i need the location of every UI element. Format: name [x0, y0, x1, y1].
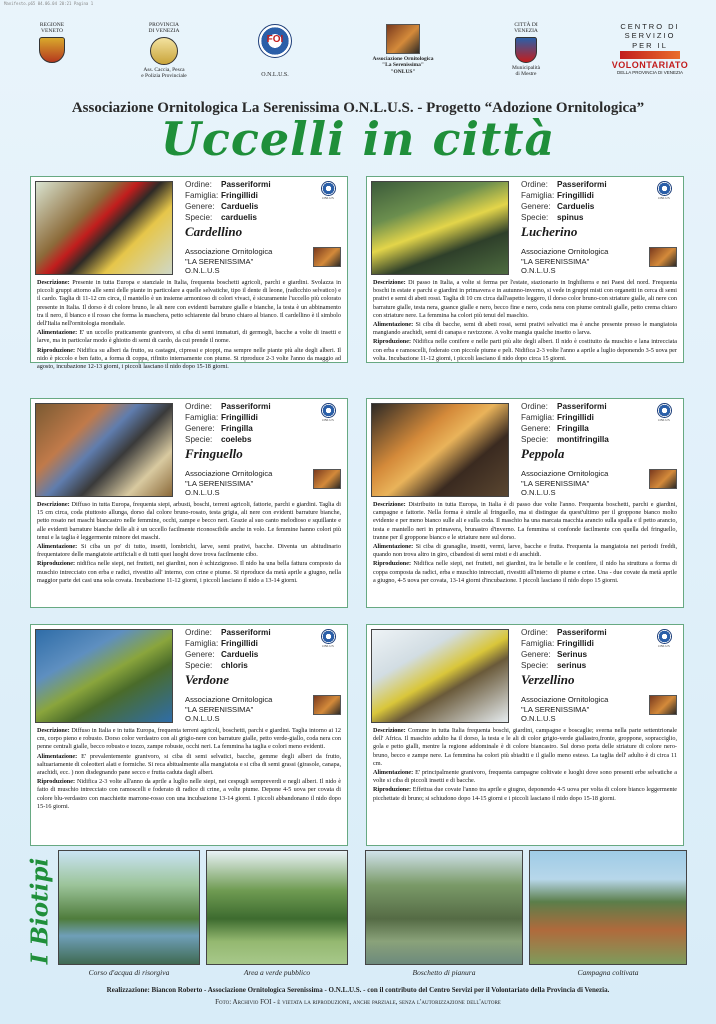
biotipi-label — [24, 856, 56, 966]
bird-card-peppola — [366, 398, 684, 608]
foi-text: FOI — [266, 34, 284, 45]
tax-specie — [185, 212, 345, 223]
alimentazione-text: Si ciba un po' di tutto, insetti, lombrichi, larve, semi prativi, bacche. Diventa un abitudinario frequentatore delle mangiatoie artificiali e di tutti quei luoghi dove trova facilmente cibo. — [37, 543, 341, 559]
common-name: Verdone — [185, 672, 230, 687]
label-famiglia: Famiglia: — [521, 191, 555, 200]
tax-specie — [521, 212, 681, 223]
foi-mini-label: ONLUS — [658, 196, 670, 200]
value-ordine: Passeriformi — [221, 402, 271, 411]
tax-specie — [521, 660, 681, 671]
value-ordine: Passeriformi — [221, 628, 271, 637]
biotope-photo-farmland — [529, 850, 687, 965]
assoc-line-3: O.N.L.U.S — [521, 488, 556, 498]
foi-mini-icon — [655, 403, 673, 427]
riproduzione-text: Nidifica nelle conifere e nelle parti più alte degli alberi. Il nido è costituito da muschio e lana intrecciata con erba e ramoscelli, foderato con piccole piume e peli. Nidifica 2-3 volte l'anno a aprile a luglio deponendo 3-5 uova per volta. Incubazione 11-12 giorni, i piccoli lasciano il nido dopo circa 15 giorni. — [373, 338, 678, 362]
biotope-photo-park — [206, 850, 348, 965]
description-block — [37, 727, 341, 812]
bird-card-fringuello — [30, 398, 348, 608]
value-specie: spinus — [557, 213, 584, 222]
centro-line-1: CENTRO DI — [620, 22, 680, 31]
alimentazione-label: Alimentazione: — [373, 321, 414, 329]
common-name: Fringuello — [185, 446, 243, 461]
riproduzione-label: Riproduzione: — [37, 778, 76, 786]
label-famiglia: Famiglia: — [185, 639, 219, 648]
description-block — [373, 279, 677, 364]
serenissima-mini-icon — [649, 247, 677, 267]
project-title: Associazione Ornitologica La Serenissima O.N.L.U.S. - Progetto “Adozione Ornitologica” — [71, 100, 645, 116]
label-specie: Specie: — [185, 213, 213, 222]
riproduzione-text: Nidifica 2-3 volte all'anno da aprile a luglio nelle siepi, nei cespugli sempreverdi e negli alberi. Il nido è fatto di muschio intrecciato con ramoscelli e foderato di radice di crine, a volte piume. Depone 4-5 uova per covata di colore blu-verdastro con macchiette marrone-rosso con una incubazione 13-14 giorni. I piccoli abbandonano il nido dopo 15-16 giorni. — [37, 778, 342, 810]
sponsor-logos — [30, 22, 690, 100]
descrizione-label: Descrizione: — [373, 727, 406, 734]
value-ordine: Passeriformi — [221, 180, 271, 189]
volontariato-hands-icon — [620, 51, 680, 59]
bird-photo — [35, 181, 173, 275]
descrizione-paragraph — [37, 501, 341, 542]
biotope-caption-river: Corso d'acqua di risorgiva — [88, 968, 170, 977]
foi-mini-icon — [655, 629, 673, 653]
alimentazione-label: Alimentazione: — [37, 543, 78, 551]
value-famiglia: Fringillidi — [557, 639, 594, 648]
assoc-line-3: O.N.L.U.S — [185, 488, 220, 498]
assoc-line-1: Associazione Ornitologica — [185, 695, 273, 704]
bird-photo — [371, 403, 509, 497]
assoc-label — [521, 695, 608, 724]
descrizione-label: Descrizione: — [373, 279, 406, 286]
alimentazione-text: E' un uccello praticamente granivoro, si ciba di semi immaturi, di germogli, bacche a volte di insetti e larve, ma in particolar modo è ghiotto di semi di cardo, da cui prende il nome. — [37, 329, 341, 345]
provincia-label-2: DI VENEZIA — [148, 28, 180, 35]
biotope-caption-park: Area a verde pubblico — [243, 968, 311, 977]
assoc-line-2: "LA SERENISSIMA" — [185, 478, 254, 488]
label-genere: Genere: — [521, 650, 551, 659]
riproduzione-paragraph — [37, 560, 341, 585]
assoc-label — [185, 247, 272, 276]
foi-mini-label: ONLUS — [658, 644, 670, 648]
foi-onlus-label: O.N.L.U.S. — [261, 72, 289, 78]
label-famiglia: Famiglia: — [521, 639, 555, 648]
label-ordine: Ordine: — [521, 402, 548, 411]
riproduzione-label: Riproduzione: — [37, 346, 76, 354]
regione-label-1: REGIONE — [39, 22, 65, 28]
assoc-line-2: "LA SERENISSIMA" — [185, 256, 254, 266]
municipalita-label-1: Municipalità — [511, 64, 541, 71]
assoc-line-2: "LA SERENISSIMA" — [521, 704, 590, 714]
alimentazione-text: Si ciba di granaglie, insetti, vermi, larve, bacche e frutta. Frequenta la mangiatoia nei periodi freddi, quando non trova altro in giro, cibandosi di semi misti e di arachidi. — [373, 543, 677, 559]
riproduzione-text: Effettua due covate l'anno tra aprile e giugno, deponendo 4-5 uova per volta di colore bianco leggermente picchettate di bruno; si schiudono dopo 14-15 giorni e i piccoli lasciano il nido dopo 15-18 giorni. — [373, 786, 678, 802]
credits-line-2: Foto: Archivio FOI - è vietata la riproduzione, anche parziale, senza l'autorizzazione dell'autore — [215, 998, 501, 1006]
label-famiglia: Famiglia: — [185, 413, 219, 422]
print-mark: Manifesto.p65 04.06.04 20:21 Pagina 1 — [4, 1, 94, 6]
credits-line-1 — [0, 986, 716, 994]
description-block — [373, 501, 677, 586]
assoc-label — [521, 469, 608, 498]
label-famiglia: Famiglia: — [185, 191, 219, 200]
foi-badge-icon — [258, 24, 292, 58]
bird-photo — [371, 181, 509, 275]
foi-mini-disc — [321, 181, 336, 196]
alimentazione-label: Alimentazione: — [37, 329, 78, 337]
foi-mini-disc — [321, 403, 336, 418]
serenissima-mini-icon — [649, 695, 677, 715]
alimentazione-label: Alimentazione: — [373, 769, 414, 777]
bird-card-lucherino — [366, 176, 684, 363]
provincia-sub-2: e Polizia Provinciale — [141, 72, 187, 79]
label-specie: Specie: — [185, 661, 213, 670]
foi-mini-disc — [657, 403, 672, 418]
value-genere: Fringilla — [557, 424, 589, 433]
assoc-line-2: "LA SERENISSIMA" — [185, 704, 254, 714]
descrizione-paragraph — [373, 279, 677, 320]
label-genere: Genere: — [185, 202, 215, 211]
provincia-crest-icon — [150, 37, 178, 65]
label-genere: Genere: — [185, 424, 215, 433]
biotope-caption-farmland: Campagna coltivata — [577, 968, 639, 977]
value-genere: Serinus — [557, 650, 588, 659]
serenissima-mini-icon — [649, 469, 677, 489]
municipalita-label-2: di Mestre — [515, 70, 537, 77]
label-ordine: Ordine: — [185, 628, 212, 637]
centro-line-3: PER IL — [632, 40, 668, 50]
alimentazione-paragraph — [373, 769, 677, 785]
descrizione-text: Distribuito in tutta Europa, in Italia è di passo due volte l'anno. Frequenta boschetti, parchi e giardini, campagne e fattorie. Nella forma è simile al fringuello, ma si distingue da quest'ultimo per il groppone bianco molto evidente e per meno bianco sulle ali e sulla coda. Il maschio ha una marcata macchia arancio sulla spalla e il petto arancio, testa e mantello neri in primavera, brunastro d'inverno. La femmina si confonde facilmente con quella del fringuello, tranne per il groppone bianco e le striature nere sul dorso. — [373, 501, 677, 541]
assoc-label — [521, 247, 608, 276]
riproduzione-paragraph — [37, 778, 341, 811]
descrizione-text: Diffuso in Italia e in tutta Europa, frequenta terreni agricoli, boschetti, parchi e giardini. Taglia intorno ai 12 cm, corpo pieno e robusto. Dorso color verdastro con ali grigio-nere con barrature gialle, petto verde-giallo, coda nera con penne centrali gialle, becco robusto e tozzo, zampe robuste, occhi neri. La femmina ha taglia e colori meno evidenti. — [37, 727, 341, 751]
assoc-line-1: Associazione Ornitologica — [185, 247, 273, 256]
label-ordine: Ordine: — [185, 402, 212, 411]
description-block — [373, 727, 677, 804]
alimentazione-text: E' prevalentemente granivoro, si ciba di semi selvatici, bacche, gemme degli alberi da frutto, saltuariamente di coleotteri alati e formiche. Si reca abitualmente alla mangiatoia e si ciba di semi grassi (girasole, canapa, arachidi, ecc. ) non disdegnando pane secco e frutta caduta dagli alberi. — [37, 752, 342, 777]
alimentazione-label: Alimentazione: — [37, 752, 78, 760]
common-name: Cardellino — [185, 224, 243, 239]
alimentazione-paragraph — [373, 321, 677, 337]
descrizione-label: Descrizione: — [37, 279, 70, 286]
label-genere: Genere: — [521, 424, 551, 433]
descrizione-paragraph — [373, 727, 677, 768]
foi-mini-icon — [319, 629, 337, 653]
riproduzione-text: Nidifica su alberi da frutto, su castagni, cipressi e pioppi, ma sempre nelle piante più alte degli alberi. Il nido è piccolo e ben fatto, a forma di coppa, rifinito internamente con piume. Si riproduce 2-3 volte l'anno da maggio ad agosto, incubazione 12-13 giorni, i piccoli lasciano il nido dopo 15-18 giorni. — [37, 346, 342, 371]
label-specie: Specie: — [521, 213, 549, 222]
description-block — [37, 279, 341, 372]
citta-label-1: CITTÀ DI — [514, 22, 538, 28]
serenissima-emblem-icon — [386, 24, 420, 54]
alimentazione-paragraph — [37, 543, 341, 559]
foi-mini-label: ONLUS — [658, 418, 670, 422]
riproduzione-text: Nidifica nelle siepi, nei frutteti, nei giardini, tra le betulle e le conifere, il nido ha struttura a forma di coppa composta da radici, erba e muschio intrecciati, rivestiti all'interno di piume e crine. Una - due covate da metà aprile a giugno, 4-5 uova per covata, 13-14 giorni d'incubazione. I piccoli lasciano il nido dopo 15 giorni. — [373, 560, 677, 584]
label-genere: Genere: — [185, 650, 215, 659]
value-genere: Fringilla — [221, 424, 253, 433]
provincia-label-1: PROVINCIA — [149, 22, 179, 28]
serenissima-line-3: "ONLUS" — [390, 68, 416, 75]
serenissima-mini-icon — [313, 247, 341, 267]
value-specie: serinus — [557, 661, 587, 670]
label-genere: Genere: — [521, 202, 551, 211]
main-title: Uccelli in città — [160, 112, 556, 166]
common-name: Verzellino — [521, 672, 575, 687]
foi-mini-icon — [655, 181, 673, 205]
alimentazione-text: E' principalmente granivoro, frequenta campagne coltivate e luoghi dove sono presenti erbe selvatiche a volte si ciba di piccoli insetti e di bacche. — [373, 769, 678, 785]
logo-foi — [252, 22, 298, 79]
label-ordine: Ordine: — [521, 628, 548, 637]
bird-photo — [371, 629, 509, 723]
descrizione-text: Diffuso in tutta Europa, frequenta siepi, arbusti, boschi, terreni agricoli, fattorie, parchi e giardini. Taglia di 15 cm circa, coda piuttosto allunga, dorso dal colore bruno-rosato, testa grigia, ali nere con evidenti barrature bianche, petto rosato nei maschi biancastro nelle femmine, occhi, zampe e becco neri. Grazie al suo canto melodioso e squillante e alle evidenti barrature bianche delle ali è un uccello facilmente riconoscibile anche in volo. Le femmine hanno colori più tenui e la taglia è leggermente minore dei maschi. — [37, 501, 342, 541]
assoc-line-1: Associazione Ornitologica — [521, 247, 609, 256]
label-specie: Specie: — [521, 435, 549, 444]
value-ordine: Passeriformi — [557, 180, 607, 189]
alimentazione-text: Si ciba di bacche, semi di abeti rossi, semi prativi selvatici ma è anche presente presso le mangiatoia mangiando arachidi, semi di canapa e ravizzone. A volte mangia qualche insetto o larva. — [373, 321, 678, 337]
descrizione-text: Di passo in Italia, a volte si ferma per l'estate, stazionario in Inghilterra e nei Paesi del nord. Frequenta boschi in estate e parchi e giardini in primavera e in autunno-inverno, si vede in gruppi misti con organetti in cerca di semi prativi e semi di abeti rossi. Taglia di 10 cm circa dall'aspetto leggero, il dorso color bruno-con striature gialle, ali nere con barrature gialle, testa nera, guance gialle e nero, becco fine e nero, coda nera con piume centrali gialle, petto crema chiaro con striature nere. La femmina ha colori più tenui del maschio. — [373, 279, 678, 319]
tax-specie — [521, 434, 681, 445]
riproduzione-label: Riproduzione: — [373, 786, 412, 794]
centro-sub-label: DELLA PROVINCIA DI VENEZIA — [616, 70, 684, 76]
logo-citta-venezia — [504, 22, 548, 77]
bird-photo — [35, 629, 173, 723]
venezia-crest-icon — [515, 37, 537, 63]
logo-regione-veneto — [30, 22, 74, 65]
foi-mini-label: ONLUS — [322, 644, 334, 648]
descrizione-paragraph — [37, 727, 341, 752]
value-famiglia: Fringillidi — [221, 639, 258, 648]
serenissima-line-1: Associazione Ornitologica — [372, 56, 434, 62]
value-specie: carduelis — [221, 213, 257, 222]
biotope-photo-river — [58, 850, 200, 965]
assoc-line-1: Associazione Ornitologica — [521, 469, 609, 478]
foi-mini-icon — [319, 403, 337, 427]
common-name: Lucherino — [521, 224, 578, 239]
centro-line-2: SERVIZIO — [624, 31, 676, 41]
value-genere: Carduelis — [221, 650, 259, 659]
logo-centro-servizio — [610, 22, 690, 76]
label-ordine: Ordine: — [185, 180, 212, 189]
value-famiglia: Fringillidi — [221, 413, 258, 422]
citta-label-2: VENEZIA — [514, 28, 538, 35]
riproduzione-text: nidifica nelle siepi, nei frutteti, nei giardini, non è schizzignoso. Il nido ha una bella fattura composto da muschio intrecciato con erba e radici, rivestito all' interno, con crine e piume. Si riproduce da metà aprile a giugno, nella maggior parte dei casi una sola covata. Incubazione 11-12 giorni, i piccoli lasciano il nido a 13-14 giorni. — [37, 560, 342, 584]
riproduzione-paragraph — [373, 338, 677, 363]
alimentazione-paragraph — [37, 753, 341, 778]
descrizione-paragraph — [373, 501, 677, 542]
biotope-photo-woodland — [365, 850, 523, 965]
descrizione-label: Descrizione: — [37, 727, 70, 734]
descrizione-text: Comune in tutta Italia frequenta boschi, giardini, campagne e boscaglie; sverna nella parte settentrionale dell' Africa. Il maschio adulto ha il dorso, la testa e le ali di color grigio-verde giallastro,fronte, groppone, sopracciglio, gola e petto gialli, mentre la regione addominale è di colore biancastro. Sul dorso porta delle striature di colore nero-bruno, becco e zampe nere. La femmina ha colori più sbiaditi e il giallo meno esteso. La taglia dell' adulto è di circa 11 cm. — [373, 727, 677, 767]
riproduzione-label: Riproduzione: — [373, 560, 412, 568]
foi-mini-disc — [657, 629, 672, 644]
assoc-line-1: Associazione Ornitologica — [521, 695, 609, 704]
assoc-line-2: "LA SERENISSIMA" — [521, 256, 590, 266]
serenissima-mini-icon — [313, 469, 341, 489]
riproduzione-paragraph — [373, 560, 677, 585]
value-famiglia: Fringillidi — [557, 191, 594, 200]
serenissima-line-2: "La Serenissima" — [382, 62, 424, 69]
tax-specie — [185, 434, 345, 445]
descrizione-paragraph — [37, 279, 341, 328]
credits-realizzazione: Realizzazione: Biancon Roberto - Associazione Ornitologica Serenissima - O.N.L.U.S. - con il contributo del Centro Servizi per il Volontariato della Provincia di Venezia. — [106, 986, 610, 994]
assoc-line-3: O.N.L.U.S — [185, 266, 220, 276]
volontariato-label: VOLONTARIATO — [611, 60, 689, 71]
foi-mini-icon — [319, 181, 337, 205]
provincia-sub-1: Ass. Caccia, Pesca — [143, 66, 185, 73]
label-specie: Specie: — [521, 661, 549, 670]
description-block — [37, 501, 341, 586]
riproduzione-paragraph — [373, 786, 677, 802]
foi-mini-disc — [657, 181, 672, 196]
assoc-line-3: O.N.L.U.S — [521, 714, 556, 724]
assoc-line-2: "LA SERENISSIMA" — [521, 478, 590, 488]
descrizione-text: Presente in tutta Europa e stanziale in Italia, frequenta boschetti agricoli, parchi e giardini. Svolazza in piccoli gruppi attorno alle semi delle piante in particolare a quelle selvatiche, tipo il dente di leone, (radicchio selvatico) e il cardo. Taglia di 11-12 cm circa, il mantello è un insieme armonioso di colori vivaci, è sicuramente l'uccello più colorato presente in Italia. Il dorso è di colore bruno, le ali nere con evidenti barrature gialle e bianche, la testa è un abbinamento tra il nero, il bianco e il rosso che forma la maschera, petto schiarente dal bruno chiaro al bianco. Il cardellino è il simbolo dell'Italia nell'ornitologia mondiale. — [37, 279, 341, 328]
value-ordine: Passeriformi — [557, 402, 607, 411]
bird-card-cardellino — [30, 176, 348, 371]
assoc-label — [185, 695, 272, 724]
value-specie: montifringilla — [557, 435, 609, 444]
bird-card-verdone — [30, 624, 348, 846]
value-specie: chloris — [221, 661, 248, 670]
assoc-line-3: O.N.L.U.S — [185, 714, 220, 724]
value-specie: coelebs — [221, 435, 252, 444]
alimentazione-label: Alimentazione: — [373, 543, 414, 551]
value-ordine: Passeriformi — [557, 628, 607, 637]
alimentazione-paragraph — [37, 329, 341, 345]
regione-label-2: VENETO — [41, 28, 63, 35]
value-genere: Carduelis — [221, 202, 259, 211]
tax-specie — [185, 660, 345, 671]
serenissima-mini-icon — [313, 695, 341, 715]
alimentazione-paragraph — [373, 543, 677, 559]
riproduzione-label: Riproduzione: — [37, 560, 76, 568]
assoc-label — [185, 469, 272, 498]
bird-photo — [35, 403, 173, 497]
label-ordine: Ordine: — [521, 180, 548, 189]
value-genere: Carduelis — [557, 202, 595, 211]
common-name: Peppola — [521, 446, 565, 461]
value-famiglia: Fringillidi — [557, 413, 594, 422]
foi-mini-disc — [321, 629, 336, 644]
biotipi-title: I Biotipi — [26, 857, 54, 965]
assoc-line-1: Associazione Ornitologica — [185, 469, 273, 478]
descrizione-label: Descrizione: — [373, 501, 406, 508]
value-famiglia: Fringillidi — [221, 191, 258, 200]
riproduzione-label: Riproduzione: — [373, 338, 412, 346]
label-famiglia: Famiglia: — [521, 413, 555, 422]
biotope-caption-woodland: Boschetto di pianura — [412, 968, 476, 977]
riproduzione-paragraph — [37, 347, 341, 372]
label-specie: Specie: — [185, 435, 213, 444]
foi-mini-label: ONLUS — [322, 418, 334, 422]
bird-card-verzellino — [366, 624, 684, 846]
lion-shield-icon — [39, 37, 65, 63]
logo-provincia-venezia — [135, 22, 193, 79]
logo-serenissima — [368, 22, 438, 75]
foi-mini-label: ONLUS — [322, 196, 334, 200]
assoc-line-3: O.N.L.U.S — [521, 266, 556, 276]
descrizione-label: Descrizione: — [37, 501, 70, 508]
